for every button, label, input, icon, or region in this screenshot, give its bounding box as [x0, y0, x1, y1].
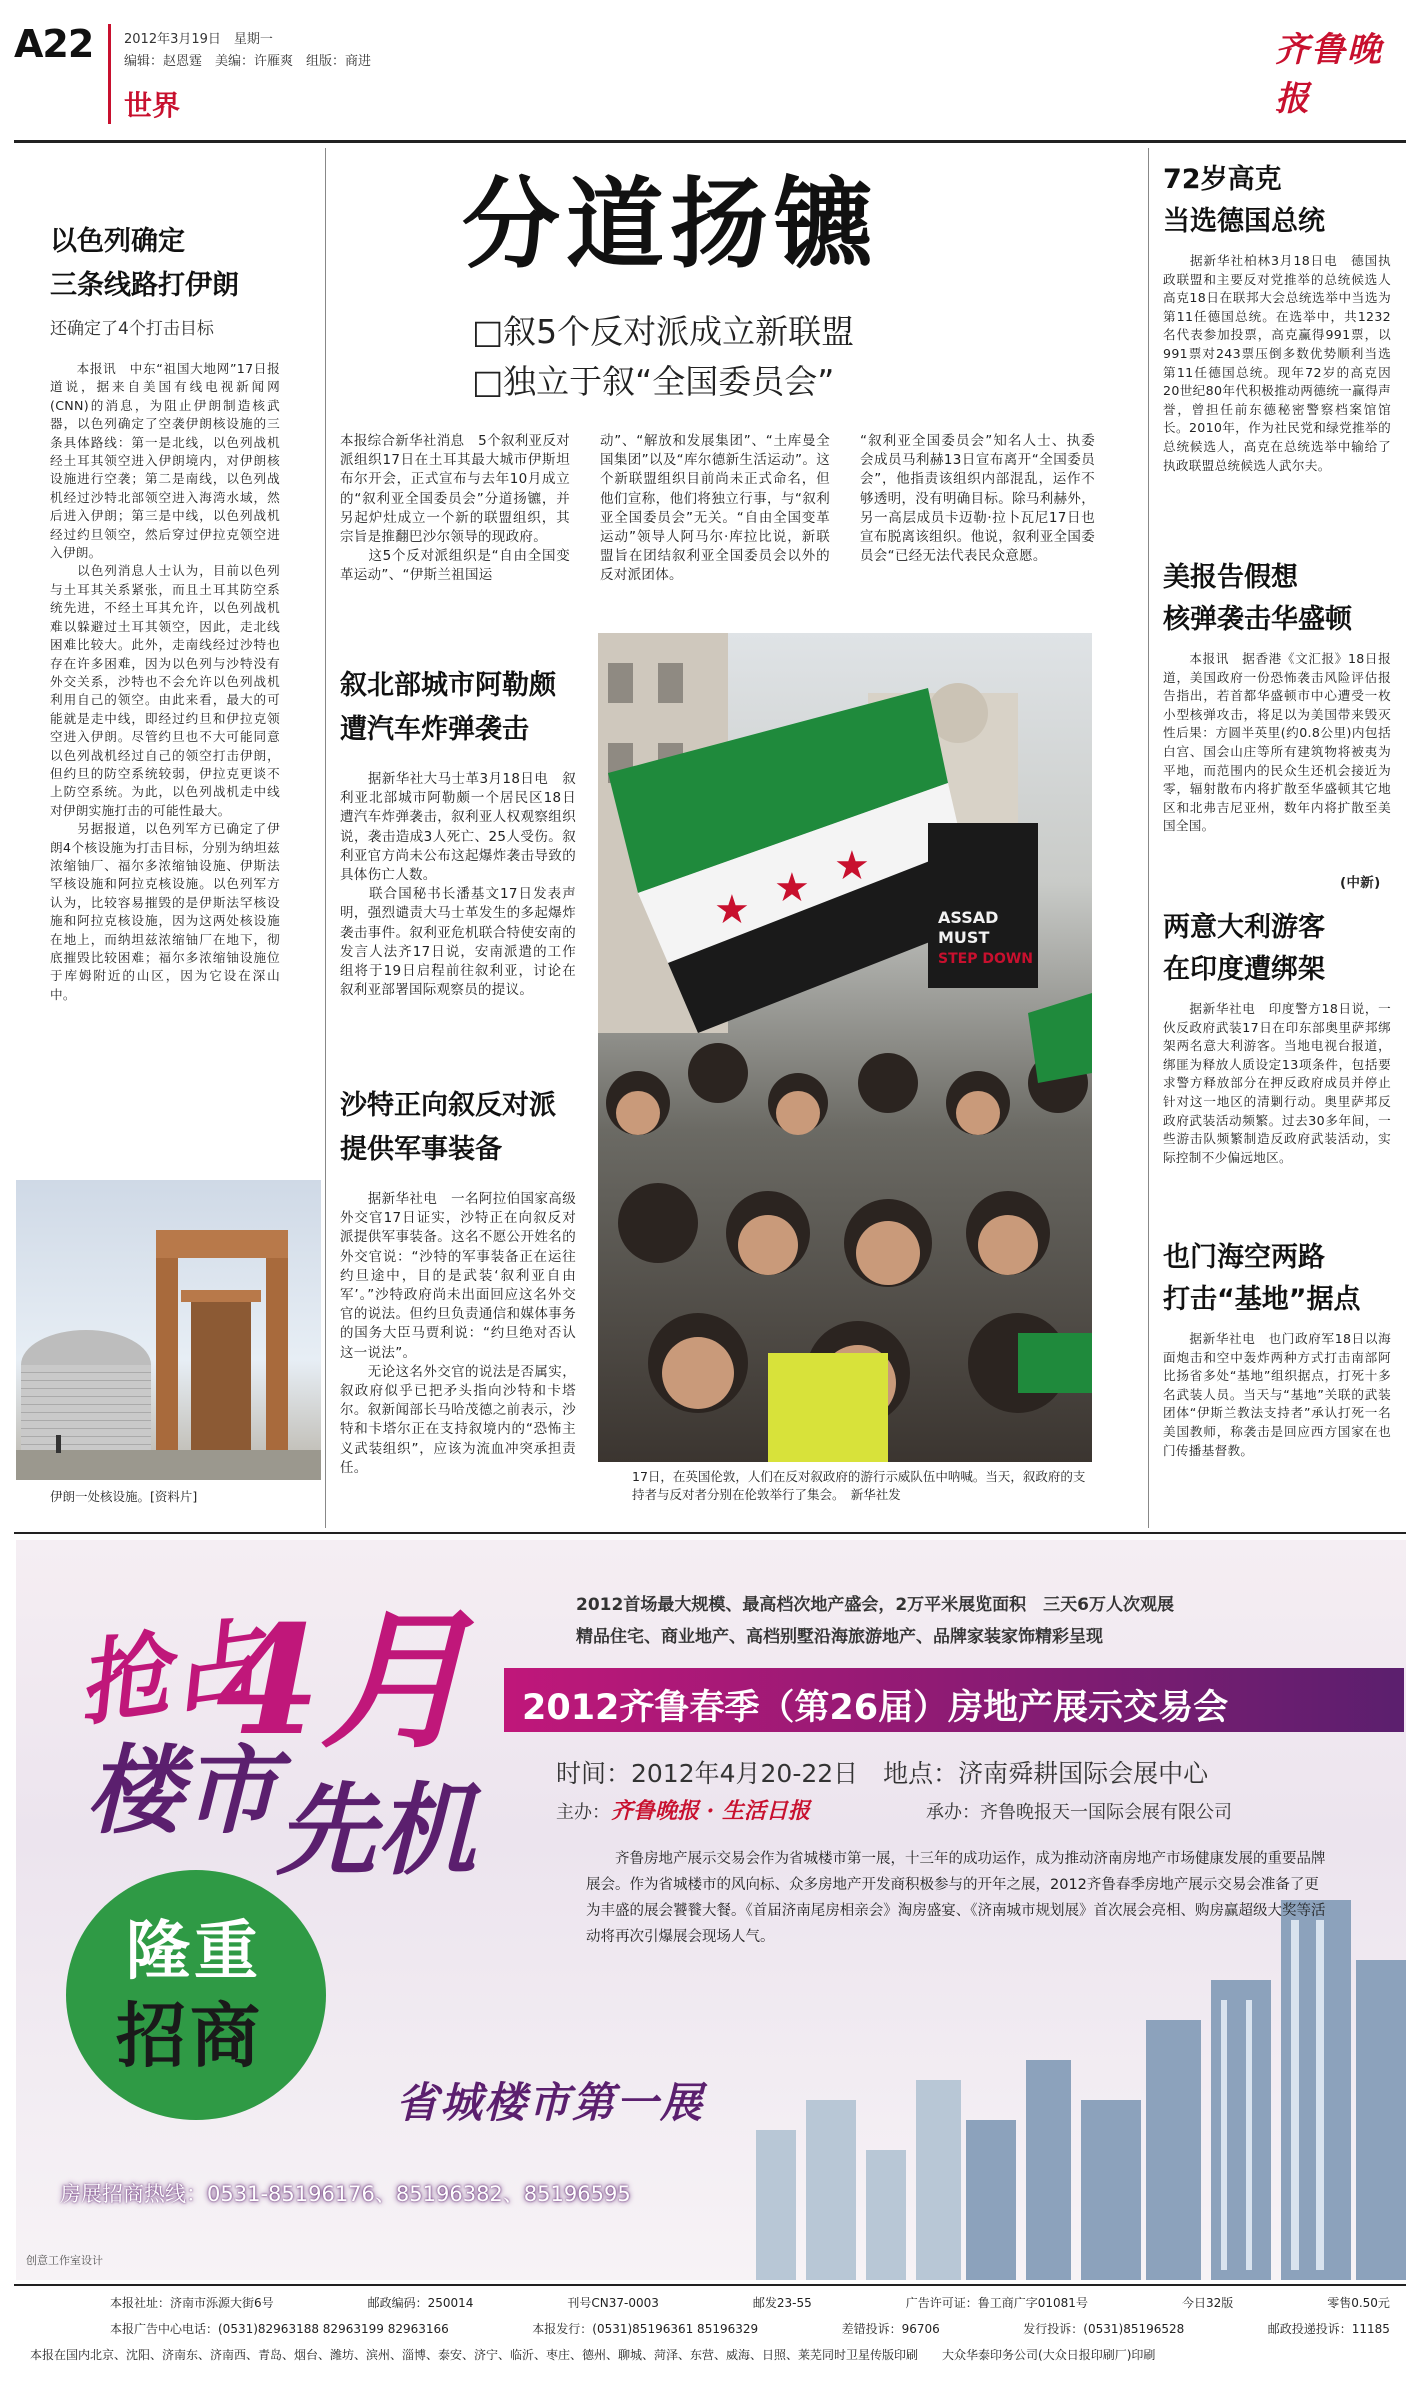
footer-postal-complaint: 邮政投递投诉：11185 — [1267, 2322, 1390, 2336]
photo-caption: 17日，在英国伦敦，人们在反对叙政府的游行示威队伍中呐喊。当天，叙政府的支持者与反对者分别在伦敦举行了集会。 新华社发 — [632, 1469, 1086, 1502]
article-subtitle: 还确定了4个打击目标 — [50, 319, 214, 339]
ad-top-rule — [14, 1532, 1406, 1534]
column-divider — [325, 148, 326, 1528]
column-divider — [1148, 148, 1149, 1528]
main-subhead: □叙5个反对派成立新联盟 — [472, 312, 855, 351]
header-accent-bar — [108, 24, 111, 124]
issue-date: 2012年3月19日 星期一 — [124, 32, 273, 47]
article-body: 据新华社柏林3月18日电 德国执政联盟和主要反对党推举的总统候选人高克18日在联邦大会总统选举中当选为第11任德国总统。在选举中，共1232名代表参加投票，高克赢得991票，以991票对243票压倒多数优势顺利当选第11任德国总统。现年72岁的高克因20世纪80年代积极推动两德统一赢得声誉，曾担任前东德秘密警察档案馆馆长。2010年，作为社民党和绿党推举的总统候选人，高克在总统选举中输给了执政联盟总统候选人武尔夫。 — [1163, 253, 1391, 473]
footer-ad-license: 广告许可证：鲁工商广字01081号 — [905, 2296, 1088, 2310]
ad-line: 精品住宅、商业地产、高档别墅沿海旅游地产、品牌家装家饰精彩呈现 — [576, 1627, 1103, 1647]
footer-ad-phone: 本报广告中心电话：(0531)82963188 82963199 82963166 — [110, 2322, 449, 2336]
article-title: 72岁高克 — [1163, 164, 1282, 195]
ad-line: 2012首场最大规模、最高档次地产盛会，2万平米展览面积 三天6万人次观展 — [576, 1595, 1174, 1615]
main-headline: 分道扬镳 — [462, 167, 879, 282]
ad-host-label: 主办： — [556, 1802, 610, 1823]
ad-banner — [504, 1668, 1404, 1732]
article-title: 叙北部城市阿勒颇 — [340, 670, 556, 701]
article-body: 本报讯 据香港《文汇报》18日报道，美国政府一份恐怖袭击风险评估报告指出，若首都华盛顿市中心遭受一枚小型核弹攻击，将足以为美国带来毁灭性后果：方圆半英里(约0.8公里)内包括白宫、国会山庄等所有建筑物将被夷为平地，而范围内的民众生还机会接近为零，辐射散布内将扩散至华盛顿其它地区和北弗吉尼亚州，数年内将扩散至美国全国。 — [1163, 651, 1391, 834]
article-title: 两意大利游客 — [1163, 912, 1325, 943]
article-title: 也门海空两路 — [1163, 1242, 1325, 1273]
footer-postal-code: 邮发23-55 — [752, 2296, 812, 2310]
poster-text: ASSAD — [938, 908, 999, 927]
ad-hotline: 房展招商热线：0531-85196176、85196382、85196595 — [60, 2182, 631, 2206]
footer-issn: 刊号CN37-0003 — [567, 2296, 659, 2310]
article-title: 提供军事装备 — [340, 1134, 502, 1165]
lead-column: 动”、“解放和发展集团”、“土库曼全国集团”以及“库尔德新生活运动”。这个新联盟组织目前尚未正式命名，但他们宣称，他们将独立行事，与“叙利亚全国委员会”无关。“自由全国变革运动”领导人阿马尔·库拉比说，新联盟旨在团结叙利亚全国委员会以外的反对派团体。 — [600, 433, 830, 584]
article-title: 当选德国总统 — [1163, 206, 1325, 237]
article-title: 在印度遭绑架 — [1163, 954, 1325, 985]
real-estate-ad — [16, 1540, 1406, 2280]
ad-badge-text: 隆重 — [126, 1915, 262, 1989]
nuclear-facility-photo — [16, 1180, 321, 1480]
london-protest-photo — [598, 633, 1092, 1462]
article-title: 以色列确定 — [50, 226, 185, 257]
ad-title: 先机 — [276, 1771, 476, 1889]
footer-pages: 今日32版 — [1181, 2296, 1234, 2310]
poster-text: MUST — [938, 928, 990, 947]
ad-title: 4月 — [216, 1593, 471, 1769]
footer-price: 零售0.50元 — [1327, 2296, 1390, 2310]
lead-column: 本报综合新华社消息 5个叙利亚反对派组织17日在土耳其最大城市伊斯坦布尔开会，正式宣布与去年10月成立的“叙利亚全国委员会”分道扬镳，并另起炉灶成立一个新的联盟组织，其宗旨是推翻巴沙尔领导的现政府。 这5个反对派组织是“自由全国变革运动”、“伊斯兰祖国运 — [340, 433, 570, 584]
svg-text:★: ★ — [714, 887, 750, 933]
ad-title: 抢占 — [70, 1606, 268, 1740]
footer-row — [110, 2294, 1390, 2311]
ad-tagline: 省城楼市第一展 — [396, 2078, 705, 2127]
article-body: 本报讯 中东“祖国大地网”17日报道说，据来自美国有线电视新闻网(CNN)的消息，为阻止伊朗制造核武器，以色列确定了空袭伊朗核设施的三条具体路线：第一是北线，以色列战机经土耳其领空进入伊朗境内，对伊朗核设施进行空袭；第二是南线，以色列战机经过沙特北部领空进入海湾水域，然后进入伊朗；第三是中线，以色列战机经过约旦领空，然后穿过伊拉克领空进入伊朗。 以色列消息人士认为，目前以色列与土耳其关系紧张，而且土耳其防空系统先进，不经土耳其允许，以色列战机难以躲避过土耳其领空，因此，走北线困难比较大。此外，走南线经过沙特也存在许多困难，因为以色列与沙特没有外交关系，沙特也不会允许以色列战机利用自己的领空。由此来看，最大的可能就是走中线，即经过约旦和伊拉克领空进入伊朗。尽管约旦也不大可能同意以色列战机经过自己的领空打击伊朗，但约旦的防空系统较弱，伊拉克更谈不上防空系统。为此，以色列战机走中线对伊朗实施打击的可能性最大。 另据报道，以色列军方已确定了伊朗4个核设施为打击目标，分别为纳坦兹浓缩铀厂、福尔多浓缩铀设施、伊斯法罕核设施和阿拉克核设施。以色列军方认为，比较容易摧毁的是伊斯法罕核设施和阿拉克核设施，因为这两处核设施在地上，而纳坦兹浓缩铀厂在地下，彻底摧毁比较困难；福尔多浓缩铀设施位于库姆附近的山区，因为它设在深山中。 — [50, 361, 280, 1002]
article-body: 据新华社大马士革3月18日电 叙利亚北部城市阿勒颇一个居民区18日遭汽车炸弹袭击，叙利亚人权观察组织说，袭击造成3人死亡、25人受伤。叙利亚官方尚未公布这起爆炸袭击导致的具体伤亡人数。 联合国秘书长潘基文17日发表声明，强烈谴责大马士革发生的多起爆炸袭击事件。叙利亚危机联合特使安南的发言人法齐17日说，安南派遣的工作组将于19日启程前往叙利亚，讨论在叙利亚部署国际观察员的提议。 — [340, 771, 576, 999]
article-title: 三条线路打伊朗 — [50, 270, 239, 301]
article-sign: (中新) — [1340, 875, 1381, 891]
poster-text: STEP DOWN — [938, 951, 1034, 967]
ad-badge-text: 招商 — [116, 1995, 264, 2077]
ad-title: 楼市 — [86, 1734, 278, 1847]
svg-text:★: ★ — [834, 843, 870, 889]
article-title: 美报告假想 — [1163, 562, 1298, 593]
article-title: 核弹袭击华盛顿 — [1163, 604, 1352, 635]
ad-time-venue: 时间：2012年4月20-22日 地点：济南舜耕国际会展中心 — [556, 1759, 1209, 1788]
page-number: A22 — [14, 22, 94, 66]
article-body: 据新华社电 也门政府军18日以海面炮击和空中轰炸两种方式打击南部阿比扬省多处“基地”组织据点，打死十多名武装人员。当天与“基地”关联的武装团体“伊斯兰教法支持者”承认打死一名美国教师，称袭击是回应西方国家在也门传播基督教。 — [1163, 1331, 1391, 1458]
article-body: 据新华社电 印度警方18日说，一伙反政府武装17日在印东部奥里萨邦绑架两名意大利游客。当地电视台报道，绑匪为释放人质设定13项条件，包括要求警方释放部分在押反政府成员并停止针对这一地区的清剿行动。奥里萨邦反政府武装活动频繁。过去30多年间，一些游击队频繁制造反政府武装活动，实际控制不少偏远地区。 — [1163, 1001, 1391, 1165]
footer-error-report: 差错投诉：96706 — [841, 2322, 940, 2336]
footer-row — [110, 2320, 1390, 2337]
photo-caption: 伊朗一处核设施。[资料片] — [50, 1489, 198, 1504]
ad-body: 齐鲁房地产展示交易会作为省城楼市第一展，十三年的成功运作，成为推动济南房地产市场健康发展的重要品牌展会。作为省城楼市的风向标、众多房地产开发商积极参与的开年之展，2012齐鲁春季房地产展示交易会准备了更为丰盛的展会饕餮大餐。《首届济南尾房相亲会》淘房盛宴、《济南城市规划展》首次展会亮相、购房赢超级大奖等活动将再次引爆展会现场人气。 — [586, 1851, 1326, 1945]
footer-rule — [14, 2284, 1406, 2286]
ad-banner-text: 2012齐鲁春季（第26届）房地产展示交易会 — [522, 1688, 1229, 1728]
ad-organizer: 承办：齐鲁晚报天一国际会展有限公司 — [926, 1802, 1232, 1823]
svg-text:★: ★ — [774, 865, 810, 911]
footer-distribution: 本报发行：(0531)85196361 85196329 — [532, 2322, 759, 2336]
lead-column: “叙利亚全国委员会”知名人士、执委会成员马利赫13日宣布离开“全国委员会”，他指责该组织内部混乱，运作不够透明，没有明确目标。除马利赫外，另一高层成员卡迈勒·拉卜瓦尼17日也宣布脱离该组织。他说，叙利亚全国委员会“已经无法代表民众意愿。 — [860, 433, 1095, 565]
article-title: 打击“基地”据点 — [1163, 1284, 1361, 1315]
main-subhead: □独立于叙“全国委员会” — [472, 362, 835, 401]
section-name: 世界 — [124, 89, 181, 122]
footer-printing: 本报在国内北京、沈阳、济南东、济南西、青岛、烟台、潍坊、滨州、淄博、泰安、济宁、临沂、枣庄、德州、聊城、菏泽、东营、威海、日照、莱芜同时卫星传版印刷 大众华泰印务公司(大众日报印刷厂)印刷 — [30, 2348, 1156, 2362]
ad-designer: 创意工作室设计 — [26, 2254, 103, 2267]
article-body: 据新华社电 一名阿拉伯国家高级外交官17日证实，沙特正在向叙反对派提供军事装备。这名不愿公开姓名的外交官说：“沙特的军事装备正在运往约旦途中，目的是武装‘叙利亚自由军’。”沙特政府尚未出面回应这名外交官的说法。但约旦负责通信和媒体事务的国务大臣马贾利说：“约旦绝对否认这一说法”。 无论这名外交官的说法是否属实，叙政府似乎已把矛头指向沙特和卡塔尔。叙新闻部长马哈茂德之前表示，沙特和卡塔尔正在支持叙境内的“恐怖主义武装组织”，应该为流血冲突承担责任。 — [340, 1191, 576, 1476]
article-title: 沙特正向叙反对派 — [340, 1090, 556, 1121]
brand-logo: 齐鲁晚报 — [1275, 30, 1383, 119]
editor-credits: 编辑：赵恩霆 美编：许雁爽 组版：商进 — [124, 54, 372, 69]
city-skyline — [716, 1900, 1406, 2280]
article-title: 遭汽车炸弹袭击 — [340, 714, 529, 745]
footer-distribution-complaint: 发行投诉：(0531)85196528 — [1023, 2322, 1185, 2336]
header-rule — [14, 140, 1406, 143]
ad-host: 齐鲁晚报 · 生活日报 — [611, 1798, 810, 1824]
footer-postcode: 邮政编码：250014 — [367, 2296, 474, 2310]
footer-address: 本报社址：济南市泺源大街6号 — [110, 2296, 274, 2310]
